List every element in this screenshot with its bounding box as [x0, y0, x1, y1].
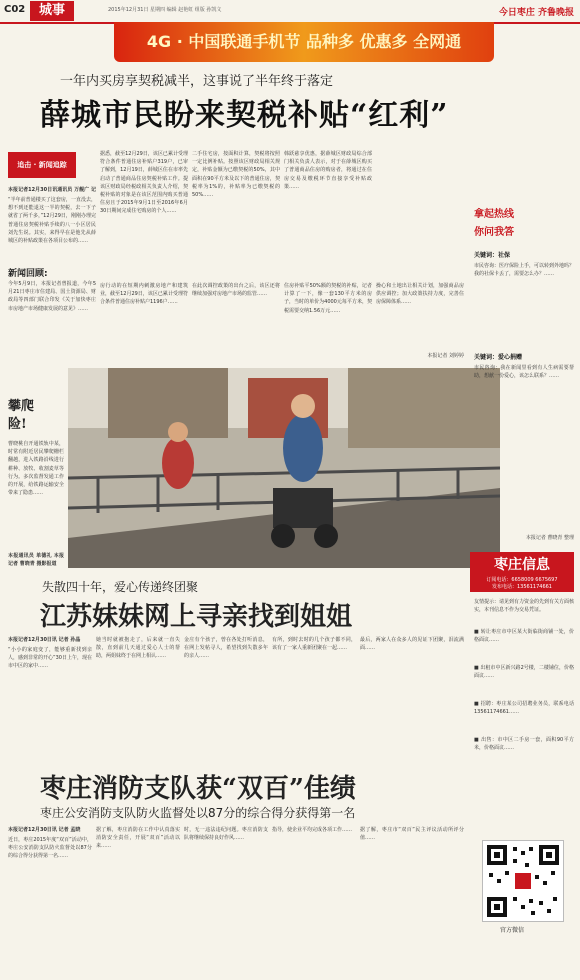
- story1-mid4: 操心和土地出让相关计划，加强商品房供应调控；加大政策扶持力度，完善住房保障体系……: [376, 283, 464, 306]
- story3-col2: 据了解，枣庄消防在工作中认真落实消防安全责任，开展“双百”活动以来……: [96, 827, 180, 850]
- photo-title-line1: 攀爬: [8, 399, 35, 414]
- story1-column-logo: 追击 · 新闻追踪: [8, 152, 76, 178]
- story2-col4: 有所，到时去时的几个孩子都不同，该有了一家人重新团聚在一起……: [272, 637, 356, 652]
- classified-header: [470, 552, 574, 592]
- wechat-qr-code[interactable]: [482, 840, 564, 922]
- story2-headline: 江苏妹妹网上寻亲找到姐姐: [40, 602, 353, 632]
- hotline-title-line1: 拿起热线: [474, 209, 514, 220]
- story2-col3: 金庄有个孩子，曾在各处打听消息，在网上发帖寻人，希望找到失散多年的亲人……: [184, 637, 268, 660]
- hotline-item1-text: 市民咨询：医疗保险上手，可以转到外地吗？我的社保卡丢了，需要怎么办？……: [474, 263, 574, 278]
- story1-mid-byline: 本报记者 刘婷婷: [427, 353, 464, 359]
- newspaper-brand: 今日枣庄 齐鲁晚报: [498, 8, 574, 18]
- story2-col2: 她当时就被抱走了，后来就一直失散，直到前几天通过爱心人士的帮助，两姐妹终于在网上相认……: [96, 637, 180, 660]
- story1-col4: 韩跃慈享优惠，据薛城区财政局综合部门相关负责人表示，对于在薛城区购买了普通商品住房的购房者，将通过在住房交易及缴税环节直接享受补贴政策……: [284, 151, 372, 190]
- hotline-item2-heading: 关键词：爱心捐赠: [474, 354, 523, 361]
- story1-mid1: 房行动的在短期内刺激房地产和建筑业，截至12月29日，该区已累计受理符合条件普通住房补贴户1196户……: [100, 283, 188, 306]
- news-return-title: 新闻回顾:: [8, 269, 48, 279]
- photo-title-line2: 险!: [8, 417, 27, 432]
- story2-kicker: 失散四十年，爱心传递终团聚: [42, 580, 199, 594]
- classified-notice: 友情提示：请见到有力资金的先到有关方面核实，本刊信息不作为交易凭证。: [474, 599, 574, 614]
- hotline-title-line2: 你问我答: [474, 227, 514, 238]
- news-photo-railway-climbing: [68, 368, 500, 568]
- story3-col3: 时，无一违法违纪问题。枣庄消防支队将继续保持良好作风……: [184, 827, 268, 842]
- hotline-item1-heading: 关键词：社保: [474, 252, 511, 259]
- story3-headline: 枣庄消防支队获“双百”佳绩: [40, 774, 356, 804]
- story1-headline: 薛城市民盼来契税补贴“红利”: [40, 98, 449, 133]
- classified-title: 枣庄信息: [494, 557, 550, 573]
- story1-mid3: 住房补贴平50%额的契税的补贴，记者计算了一下，像一套130平方米的房子，当时的单价为4000元每平方米，契税需要交纳1.56万元……: [284, 283, 372, 314]
- hotline-byline: 本报记者 曹晓青 整理: [525, 535, 574, 541]
- story3-col4: 指导，使企业平均完成各项工作……: [272, 827, 353, 833]
- photo-illustration: [68, 368, 500, 568]
- classified-ad-3: ■ 招聘：枣庄某公司招聘业务员，联系电话13561174661……: [474, 701, 574, 716]
- story2-byline: 本报记者12月30日讯 记者 孙晶: [8, 637, 81, 643]
- masthead: [0, 0, 580, 24]
- classified-ad-1: ■ 转让枣庄市中区某大街临街商铺一处，价格面议……: [474, 629, 574, 644]
- story3-col1: 近日，枣庄2015年度“双百”活动中，枣庄公安消防支队防火监督处以87分的综合得分获得第一名……: [8, 837, 92, 860]
- classified-ad-2: ■ 出租市中区新兴路2号楼，二楼铺位，价格面议……: [474, 665, 574, 680]
- photo-story-byline: 本报通讯员 单德礼 本报记者 曹晓青 摄影报道: [8, 553, 64, 568]
- story3-col5: 据了解，枣庄市“双百”民主评议活动所评分值……: [360, 827, 464, 842]
- classified-subscribe-phone: 订阅电话：6658009 6675697: [486, 577, 558, 583]
- section-badge: 城事: [30, 1, 74, 21]
- story1-col3: 二手住宅房，按面积计算，契税将按照一定比例补贴。按照该区财政局相关规定，补贴金额为已缴契税的50%，其中面积在90平方米及以下的普通住房，契税率为1%的，补贴率为已缴契税的50%……: [192, 151, 280, 199]
- story2-col5: 最后，两家人在众多人的见证下团聚，泪流满面……: [360, 637, 464, 652]
- hotline-item2-text: 市民咨询：我在新闻里看到有人生病需要帮助，想献一份爱心，该怎么联系？……: [474, 365, 574, 380]
- photo-story-title: [8, 398, 34, 434]
- ad-banner[interactable]: 4G · 中国联通手机节 品种多 优惠多 全网通: [114, 22, 494, 62]
- story1-col2: 据悉，截至12月29日，该区已累计受理符合条件普通住房补贴户319户，已审了解到，12月19日，薛城区住在市率先启动了普通商品住房契税补贴工作。提该区财政局经税政相关负责人介绍，契税补贴的对象是在该区范围内购买普通住房且于2015年9月1日至2016年6月30日期间完成住宅购房的个人……: [100, 151, 188, 215]
- story1-col1: “半年前普通楼买了这套房，一直没去，想不到还能退这一半的契税，去一下子就省了两千多，”12月29日，刚刚办理完普通住房契税补贴手续的八一小区居民刘先生说。其实，来得早在是他先从薛城区的补贴政策在各项目公布的……: [8, 197, 96, 245]
- hotline-title: [474, 206, 514, 242]
- dateline: 2015年12月31日 星期四 编辑 赵艳虹 组版 孙凯文: [108, 7, 222, 13]
- qr-caption: 官方微信: [500, 927, 525, 934]
- news-return-text: 今年5月9日，本报记者曾报道，今年5月21日枣庄市住建局、国土资源局、财政局等四部门联合印发《关于加快枣庄市房地产市场健康发展的意见》……: [8, 281, 96, 312]
- classified-ad-4: ■ 出售：市中区二手房一套，面积90平方米，价格面议……: [474, 737, 574, 752]
- story3-byline: 本报记者12月30日讯 记者 孟晓: [8, 827, 81, 833]
- qr-code-graphic: [483, 841, 563, 921]
- story2-col1: “小小的家庭变了，能够重新找到亲人，感到非常的开心”30日上午，现在市中区的家中……: [8, 647, 92, 670]
- classified-publish-phone: 发布电话：13561174661: [492, 584, 552, 590]
- story1-byline: 本报记者12月30日讯通讯员 万舰广 记: [8, 187, 96, 193]
- photo-story-text: 曹晓桃自开通铁轨中某，时常有附近居民攀爬栅栏翻越，进入铁路沿线进行耕种、放牧、收割麦草等行为。多次监督发通工作的开展，给铁路运输安全带来了隐患……: [8, 441, 64, 497]
- page-number: C02: [4, 4, 26, 15]
- story3-subheadline: 枣庄公安消防支队防火监督处以87分的综合得分获得第一名: [40, 806, 356, 820]
- story1-mid2: 在此次调控政策的出台之后，该区还将继续加强对房地产市场的监管……: [192, 283, 280, 298]
- story1-kicker: 一年内买房享契税减半，这事说了半年终于落定: [60, 74, 334, 89]
